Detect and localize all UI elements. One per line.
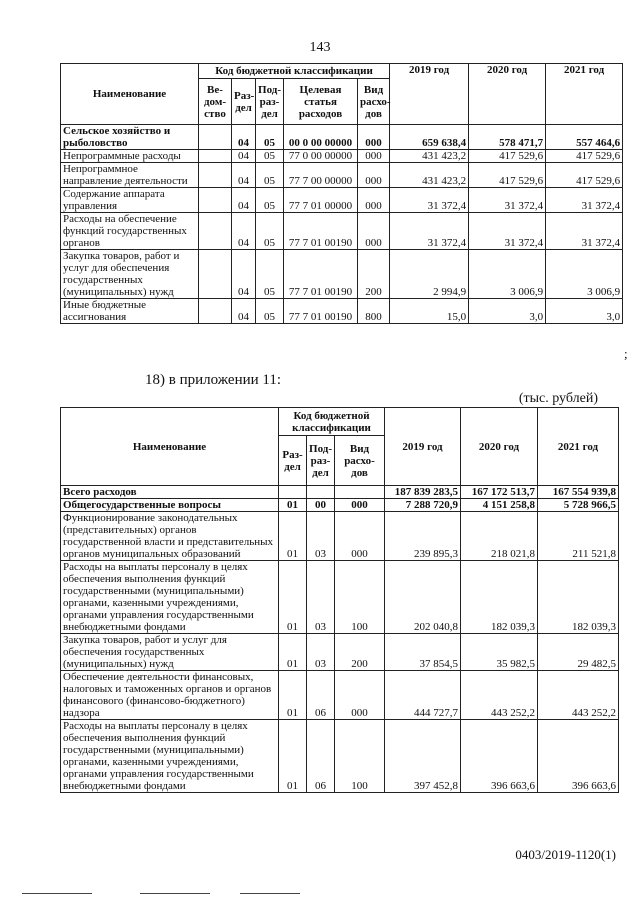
row-name: Непрограммное направление деятельности [61, 163, 199, 188]
row-vedomstvo [199, 150, 232, 163]
row-value-2020: 578 471,7 [469, 125, 546, 150]
row-vid [335, 486, 385, 499]
row-name: Иные бюджетные ассигнования [61, 299, 199, 324]
row-vedomstvo [199, 213, 232, 250]
header-vid: Вид расхо-дов [358, 79, 390, 125]
row-value-2019: 397 452,8 [385, 720, 461, 793]
row-podrazdel: 03 [307, 561, 335, 634]
row-podrazdel: 03 [307, 634, 335, 671]
table-row [61, 634, 619, 671]
header-razdel: Раз-дел [279, 436, 307, 486]
row-vid: 200 [335, 634, 385, 671]
row-value-2020: 3 006,9 [469, 250, 546, 299]
header-2020: 2020 год [461, 408, 538, 486]
row-value-2020: 31 372,4 [469, 188, 546, 213]
row-razdel: 04 [232, 213, 256, 250]
table-row [61, 250, 623, 299]
row-razdel: 01 [279, 720, 307, 793]
section-caption: 18) в приложении 11: [145, 372, 282, 388]
row-razdel: 04 [232, 125, 256, 150]
row-podrazdel: 05 [256, 163, 284, 188]
row-value-2019: 187 839 283,5 [385, 486, 461, 499]
row-vid: 000 [335, 499, 385, 512]
row-target: 77 7 01 00190 [284, 250, 358, 299]
table-row [61, 512, 619, 561]
table-row [61, 299, 623, 324]
row-vid: 000 [358, 188, 390, 213]
table-row [61, 486, 619, 499]
row-value-2020: 417 529,6 [469, 163, 546, 188]
row-podrazdel: 05 [256, 299, 284, 324]
row-razdel: 01 [279, 671, 307, 720]
row-target: 77 0 00 00000 [284, 150, 358, 163]
row-value-2020: 396 663,6 [461, 720, 538, 793]
row-vid: 000 [335, 512, 385, 561]
row-vedomstvo [199, 299, 232, 324]
row-name: Функционирование законодательных (представительных) органов государственной власти и представительных органов муниципальных образований [61, 512, 279, 561]
row-target: 77 7 01 00000 [284, 188, 358, 213]
row-value-2019: 2 994,9 [390, 250, 469, 299]
row-podrazdel: 05 [256, 250, 284, 299]
row-razdel: 01 [279, 634, 307, 671]
row-value-2019: 239 895,3 [385, 512, 461, 561]
row-name: Расходы на выплаты персоналу в целях обеспечения выполнения функций государственными (муниципальными) органами, казенными учреждениями, органами управления государственными внебюджетными фондами [61, 561, 279, 634]
row-vid: 000 [358, 213, 390, 250]
row-podrazdel: 05 [256, 188, 284, 213]
row-value-2019: 431 423,2 [390, 150, 469, 163]
header-vid: Вид расхо-дов [335, 436, 385, 486]
row-target: 77 7 01 00190 [284, 299, 358, 324]
table-row [61, 188, 623, 213]
row-name: Общегосударственные вопросы [61, 499, 279, 512]
header-2020: 2020 год [469, 64, 546, 125]
row-name: Расходы на обеспечение функций государственных органов [61, 213, 199, 250]
row-value-2019: 31 372,4 [390, 188, 469, 213]
row-vedomstvo [199, 188, 232, 213]
table-row [61, 213, 623, 250]
row-value-2021: 443 252,2 [538, 671, 619, 720]
row-value-2021: 417 529,6 [546, 150, 623, 163]
row-value-2021: 3,0 [546, 299, 623, 324]
header-name: Наименование [61, 408, 279, 486]
row-name: Закупка товаров, работ и услуг для обеспечения государственных (муниципальных) нужд [61, 250, 199, 299]
row-razdel: 04 [232, 188, 256, 213]
row-value-2021: 211 521,8 [538, 512, 619, 561]
table-row [61, 720, 619, 793]
row-value-2021: 5 728 966,5 [538, 499, 619, 512]
row-value-2019: 659 638,4 [390, 125, 469, 150]
header-target: Целевая статья расходов [284, 79, 358, 125]
table-row [61, 671, 619, 720]
row-value-2021: 31 372,4 [546, 188, 623, 213]
header-podrazdel: Под-раз-дел [256, 79, 284, 125]
row-razdel: 01 [279, 512, 307, 561]
row-name: Содержание аппарата управления [61, 188, 199, 213]
row-value-2021: 29 482,5 [538, 634, 619, 671]
header-code-group: Код бюджетной классификации [279, 408, 385, 436]
row-vid: 000 [335, 671, 385, 720]
row-value-2020: 31 372,4 [469, 213, 546, 250]
row-razdel [279, 486, 307, 499]
footer-rule [140, 893, 210, 894]
semicolon: ; [624, 346, 628, 361]
header-2021: 2021 год [546, 64, 623, 125]
row-podrazdel: 00 [307, 499, 335, 512]
header-razdel: Раз-дел [232, 79, 256, 125]
row-value-2021: 167 554 939,8 [538, 486, 619, 499]
header-code-group: Код бюджетной классификации [199, 64, 390, 79]
row-value-2020: 218 021,8 [461, 512, 538, 561]
row-podrazdel: 05 [256, 125, 284, 150]
header-name: Наименование [61, 64, 199, 125]
row-podrazdel: 06 [307, 671, 335, 720]
row-vid: 200 [358, 250, 390, 299]
table-row [61, 163, 623, 188]
row-podrazdel: 05 [256, 150, 284, 163]
table-row [61, 561, 619, 634]
row-podrazdel: 05 [256, 213, 284, 250]
units-label: (тыс. рублей) [518, 391, 598, 406]
row-value-2019: 444 727,7 [385, 671, 461, 720]
row-vid: 000 [358, 150, 390, 163]
row-name: Всего расходов [61, 486, 279, 499]
row-vid: 100 [335, 561, 385, 634]
row-value-2020: 443 252,2 [461, 671, 538, 720]
row-value-2021: 557 464,6 [546, 125, 623, 150]
row-razdel: 04 [232, 250, 256, 299]
table-row [61, 150, 623, 163]
row-value-2020: 4 151 258,8 [461, 499, 538, 512]
row-value-2019: 431 423,2 [390, 163, 469, 188]
row-podrazdel: 03 [307, 512, 335, 561]
row-value-2020: 167 172 513,7 [461, 486, 538, 499]
table-row [61, 125, 623, 150]
row-value-2021: 396 663,6 [538, 720, 619, 793]
row-razdel: 01 [279, 499, 307, 512]
row-target: 77 7 00 00000 [284, 163, 358, 188]
row-razdel: 04 [232, 150, 256, 163]
row-name: Обеспечение деятельности финансовых, налоговых и таможенных органов и органов финансового (финансово-бюджетного) надзора [61, 671, 279, 720]
footer-rule [240, 893, 300, 894]
row-value-2019: 202 040,8 [385, 561, 461, 634]
row-value-2019: 37 854,5 [385, 634, 461, 671]
row-target: 00 0 00 00000 [284, 125, 358, 150]
row-vid: 800 [358, 299, 390, 324]
row-name: Непрограммные расходы [61, 150, 199, 163]
row-vid: 100 [335, 720, 385, 793]
row-podrazdel [307, 486, 335, 499]
header-2019: 2019 год [390, 64, 469, 125]
header-podrazdel: Под-раз-дел [307, 436, 335, 486]
row-vedomstvo [199, 163, 232, 188]
row-value-2019: 31 372,4 [390, 213, 469, 250]
row-razdel: 04 [232, 299, 256, 324]
row-value-2019: 7 288 720,9 [385, 499, 461, 512]
row-target: 77 7 01 00190 [284, 213, 358, 250]
row-value-2020: 3,0 [469, 299, 546, 324]
row-value-2021: 3 006,9 [546, 250, 623, 299]
row-value-2020: 182 039,3 [461, 561, 538, 634]
row-name: Закупка товаров, работ и услуг для обеспечения государственных (муниципальных) нужд [61, 634, 279, 671]
row-name: Сельское хозяйство и рыболовство [61, 125, 199, 150]
row-value-2021: 417 529,6 [546, 163, 623, 188]
header-vedomstvo: Ве-дом-ство [199, 79, 232, 125]
row-vid: 000 [358, 125, 390, 150]
row-value-2020: 417 529,6 [469, 150, 546, 163]
row-value-2019: 15,0 [390, 299, 469, 324]
row-vedomstvo [199, 250, 232, 299]
row-value-2021: 182 039,3 [538, 561, 619, 634]
table-row [61, 499, 619, 512]
row-razdel: 01 [279, 561, 307, 634]
row-podrazdel: 06 [307, 720, 335, 793]
row-vedomstvo [199, 125, 232, 150]
row-value-2021: 31 372,4 [546, 213, 623, 250]
row-name: Расходы на выплаты персоналу в целях обеспечения выполнения функций государственными (муниципальными) органами, казенными учреждениями, органами управления государственными внебюджетными фондами [61, 720, 279, 793]
row-value-2020: 35 982,5 [461, 634, 538, 671]
document-code: 0403/2019-1120(1) [515, 847, 616, 862]
page-number: 143 [309, 40, 331, 55]
header-2019: 2019 год [385, 408, 461, 486]
header-2021: 2021 год [538, 408, 619, 486]
footer-rule [22, 893, 92, 894]
table-appendix-10 [60, 63, 623, 324]
row-razdel: 04 [232, 163, 256, 188]
row-vid: 000 [358, 163, 390, 188]
table-appendix-11 [60, 407, 619, 793]
